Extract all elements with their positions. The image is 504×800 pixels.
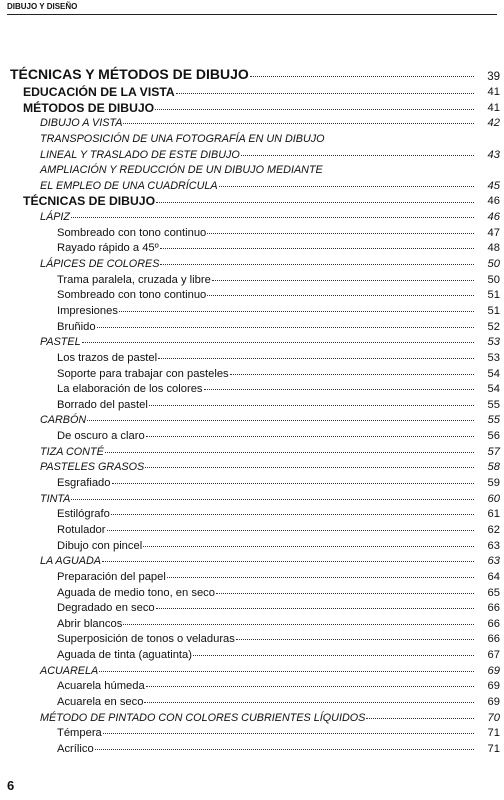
dot-leader bbox=[99, 671, 474, 672]
toc-entry-title: LINEAL Y TRASLADO DE ESTE DIBUJO bbox=[40, 148, 240, 161]
toc-entry-title: Degradado en seco bbox=[57, 602, 155, 615]
toc-entry-page: 59 bbox=[487, 477, 500, 490]
dot-leader bbox=[207, 295, 474, 296]
dot-leader bbox=[146, 436, 474, 437]
running-header-title: DIBUJO Y DISEÑO bbox=[7, 2, 78, 11]
toc-entry-page: 57 bbox=[487, 445, 500, 458]
toc-entry bbox=[10, 100, 500, 117]
toc-entry-page: 39 bbox=[487, 71, 500, 83]
toc-entry-title: TRANSPOSICIÓN DE UNA FOTOGRAFÍA EN UN DIBUJO bbox=[40, 132, 325, 145]
toc-entry bbox=[10, 413, 500, 429]
toc-entry-title: DIBUJO A VISTA bbox=[40, 117, 123, 130]
toc-entry-title: AMPLIACIÓN Y REDUCCIÓN DE UN DIBUJO MEDIANTE bbox=[40, 164, 323, 177]
toc-entry bbox=[10, 648, 500, 664]
toc-entry-page: 63 bbox=[487, 555, 500, 568]
toc-entry bbox=[10, 664, 500, 680]
toc-entry-page: 60 bbox=[487, 492, 500, 505]
toc-entry-title: De oscuro a claro bbox=[57, 430, 145, 443]
toc-entry bbox=[10, 163, 500, 179]
toc-entry-page: 51 bbox=[487, 289, 500, 302]
dot-leader bbox=[212, 280, 474, 281]
toc-entry-title: Impresiones bbox=[57, 304, 118, 317]
dot-leader bbox=[146, 686, 474, 687]
toc-entry-title: Dibujo con pincel bbox=[57, 539, 143, 552]
toc-entry-title: LÁPICES DE COLORES bbox=[40, 258, 160, 271]
dot-leader bbox=[111, 514, 474, 515]
toc-entry-title: Bruñido bbox=[57, 320, 96, 333]
toc-entry-title: Rayado rápido a 45º bbox=[57, 242, 159, 255]
toc-entry-page: 66 bbox=[487, 633, 500, 646]
dot-leader bbox=[145, 467, 474, 468]
toc-entry bbox=[10, 179, 500, 195]
toc-entry bbox=[10, 273, 500, 289]
toc-entry-page: 71 bbox=[487, 727, 500, 740]
toc-entry bbox=[10, 288, 500, 304]
dot-leader bbox=[112, 483, 475, 484]
toc-entry bbox=[10, 445, 500, 461]
toc-entry bbox=[10, 148, 500, 164]
dot-leader bbox=[216, 593, 474, 594]
dot-leader bbox=[105, 452, 474, 453]
toc-entry-page: 69 bbox=[487, 664, 500, 677]
toc-entry-title: EDUCACIÓN DE LA VISTA bbox=[23, 85, 175, 99]
toc-entry-page: 54 bbox=[487, 383, 500, 396]
toc-entry-page: 47 bbox=[487, 226, 500, 239]
toc-entry-page: 53 bbox=[487, 336, 500, 349]
toc-entry-title: PASTEL bbox=[40, 336, 81, 349]
dot-leader bbox=[230, 374, 474, 375]
toc-entry bbox=[10, 429, 500, 445]
toc-entry-page: 52 bbox=[487, 320, 500, 333]
toc-entry-page: 55 bbox=[487, 398, 500, 411]
dot-leader bbox=[87, 420, 474, 421]
dot-leader bbox=[123, 624, 474, 625]
toc-entry-page: 54 bbox=[487, 367, 500, 380]
toc-entry bbox=[10, 226, 500, 242]
toc-entry-title: Témpera bbox=[57, 727, 102, 740]
toc-entry bbox=[10, 492, 500, 508]
toc-entry-page: 63 bbox=[487, 539, 500, 552]
toc-entry-page: 66 bbox=[487, 617, 500, 630]
toc-entry-title: LA AGUADA bbox=[40, 555, 102, 568]
toc-entry-page: 56 bbox=[487, 430, 500, 443]
toc-entry bbox=[10, 632, 500, 648]
dot-leader bbox=[156, 202, 474, 203]
toc-entry-title: Aguada de tinta (aguatinta) bbox=[57, 649, 192, 662]
dot-leader bbox=[156, 608, 474, 609]
dot-leader bbox=[167, 577, 474, 578]
toc-entry-page: 66 bbox=[487, 602, 500, 615]
toc-entry bbox=[10, 523, 500, 539]
dot-leader bbox=[236, 639, 474, 640]
toc-entry bbox=[10, 367, 500, 383]
toc-entry bbox=[10, 398, 500, 414]
toc-entry bbox=[10, 570, 500, 586]
dot-leader bbox=[250, 76, 474, 77]
toc-entry bbox=[10, 241, 500, 257]
toc-entry-page: 45 bbox=[487, 179, 500, 192]
toc-entry-title: Aguada de medio tono, en seco bbox=[57, 586, 215, 599]
dot-leader bbox=[219, 186, 474, 187]
toc-entry-page: 69 bbox=[487, 695, 500, 708]
toc-entry-title: TINTA bbox=[40, 492, 71, 505]
toc-entry-title: Acuarela en seco bbox=[57, 695, 144, 708]
dot-leader bbox=[123, 123, 474, 124]
toc-entry bbox=[10, 726, 500, 742]
toc-entry bbox=[10, 617, 500, 633]
toc-entry bbox=[10, 460, 500, 476]
toc-entry-title: Sombreado con tono continuo bbox=[57, 289, 207, 302]
dot-leader bbox=[143, 546, 474, 547]
toc-entry bbox=[10, 304, 500, 320]
dot-leader bbox=[155, 109, 474, 110]
toc-entry-page: 41 bbox=[487, 101, 500, 114]
toc-entry-page: 51 bbox=[487, 304, 500, 317]
toc-entry-page: 50 bbox=[487, 258, 500, 271]
dot-leader bbox=[71, 217, 474, 218]
toc-entry-title: Los trazos de pastel bbox=[57, 351, 158, 364]
dot-leader bbox=[160, 248, 474, 249]
dot-leader bbox=[158, 358, 474, 359]
toc-entry-page: 50 bbox=[487, 273, 500, 286]
toc-entry-title: MÉTODOS DE DIBUJO bbox=[23, 100, 155, 115]
dot-leader bbox=[149, 405, 474, 406]
toc-entry-title: Abrir blancos bbox=[57, 617, 123, 630]
toc-entry-title: CARBÓN bbox=[40, 414, 87, 427]
toc-entry-title: PASTELES GRASOS bbox=[40, 461, 145, 474]
dot-leader bbox=[82, 342, 474, 343]
toc-entry bbox=[10, 586, 500, 602]
toc-entry bbox=[10, 257, 500, 273]
dot-leader bbox=[107, 530, 474, 531]
toc-entry-page: 55 bbox=[487, 414, 500, 427]
toc-entry-page: 42 bbox=[487, 117, 500, 130]
dot-leader bbox=[204, 389, 474, 390]
page-number: 6 bbox=[7, 778, 15, 793]
toc-entry-title: Esgrafiado bbox=[57, 477, 111, 490]
toc-entry-page: 46 bbox=[487, 211, 500, 224]
dot-leader bbox=[119, 311, 474, 312]
toc-entry-page: 58 bbox=[487, 461, 500, 474]
toc-entry-page: 64 bbox=[487, 570, 500, 583]
toc-entry bbox=[10, 320, 500, 336]
toc-entry bbox=[10, 711, 500, 727]
dot-leader bbox=[144, 702, 474, 703]
dot-leader bbox=[95, 749, 474, 750]
toc-entry-title: Estilógrafo bbox=[57, 508, 110, 521]
toc-entry bbox=[10, 85, 500, 101]
toc-entry bbox=[10, 382, 500, 398]
toc-entry-title: Superposición de tonos o veladuras bbox=[57, 633, 235, 646]
toc-entry-title: MÉTODO DE PINTADO CON COLORES CUBRIENTES LÍQUIDOS bbox=[40, 711, 366, 724]
toc-entry bbox=[10, 194, 500, 210]
toc-entry-page: 62 bbox=[487, 523, 500, 536]
toc-entry-title: Soporte para trabajar con pasteles bbox=[57, 367, 229, 380]
toc-entry-page: 65 bbox=[487, 586, 500, 599]
running-header bbox=[7, 1, 497, 15]
toc-entry bbox=[10, 695, 500, 711]
toc-entry bbox=[10, 679, 500, 695]
toc-entry-page: 53 bbox=[487, 351, 500, 364]
toc-entry-page: 71 bbox=[487, 742, 500, 755]
toc-entry bbox=[10, 476, 500, 492]
toc-entry-title: Trama paralela, cruzada y libre bbox=[57, 273, 211, 286]
toc-entry bbox=[10, 210, 500, 226]
toc-entry-title: EL EMPLEO DE UNA CUADRÍCULA bbox=[40, 179, 218, 192]
toc-entry bbox=[10, 507, 500, 523]
toc-entry-title: ACUARELA bbox=[40, 664, 99, 677]
dot-leader bbox=[102, 561, 474, 562]
dot-leader bbox=[160, 264, 474, 265]
toc-entry-page: 41 bbox=[487, 86, 500, 98]
toc-entry bbox=[10, 601, 500, 617]
dot-leader bbox=[241, 155, 474, 156]
toc-entry-page: 67 bbox=[487, 649, 500, 662]
toc-entry-page: 70 bbox=[487, 711, 500, 724]
toc-entry-page: 48 bbox=[487, 242, 500, 255]
toc-entry bbox=[10, 132, 500, 148]
toc-entry-title: Acuarela húmeda bbox=[57, 680, 145, 693]
dot-leader bbox=[176, 93, 474, 94]
toc-entry-title: TÉCNICAS DE DIBUJO bbox=[23, 194, 156, 209]
toc-entry-title: Preparación del papel bbox=[57, 570, 166, 583]
dot-leader bbox=[103, 733, 474, 734]
toc-entry-page: 69 bbox=[487, 680, 500, 693]
dot-leader bbox=[97, 327, 474, 328]
dot-leader bbox=[71, 499, 474, 500]
toc-entry-title: La elaboración de los colores bbox=[57, 383, 203, 396]
toc-entry-title: TÉCNICAS Y MÉTODOS DE DIBUJO bbox=[10, 66, 249, 82]
toc-entry-page: 61 bbox=[487, 508, 500, 521]
toc-entry bbox=[10, 742, 500, 758]
toc-entry-page: 46 bbox=[487, 195, 500, 208]
toc-entry bbox=[10, 351, 500, 367]
toc-entry-title: LÁPIZ bbox=[40, 211, 71, 224]
toc-entry bbox=[10, 63, 500, 85]
dot-leader bbox=[366, 718, 474, 719]
toc-entry-title: Acrílico bbox=[57, 742, 94, 755]
table-of-contents bbox=[10, 63, 500, 758]
toc-entry bbox=[10, 116, 500, 132]
dot-leader bbox=[193, 655, 474, 656]
toc-entry-title: Rotulador bbox=[57, 523, 106, 536]
dot-leader bbox=[207, 233, 474, 234]
toc-entry-title: TIZA CONTÉ bbox=[40, 445, 104, 458]
toc-entry-title: Borrado del pastel bbox=[57, 398, 148, 411]
toc-entry bbox=[10, 539, 500, 555]
toc-entry bbox=[10, 335, 500, 351]
toc-entry-title: Sombreado con tono continuo bbox=[57, 226, 207, 239]
toc-entry-page: 43 bbox=[487, 148, 500, 161]
toc-entry bbox=[10, 554, 500, 570]
